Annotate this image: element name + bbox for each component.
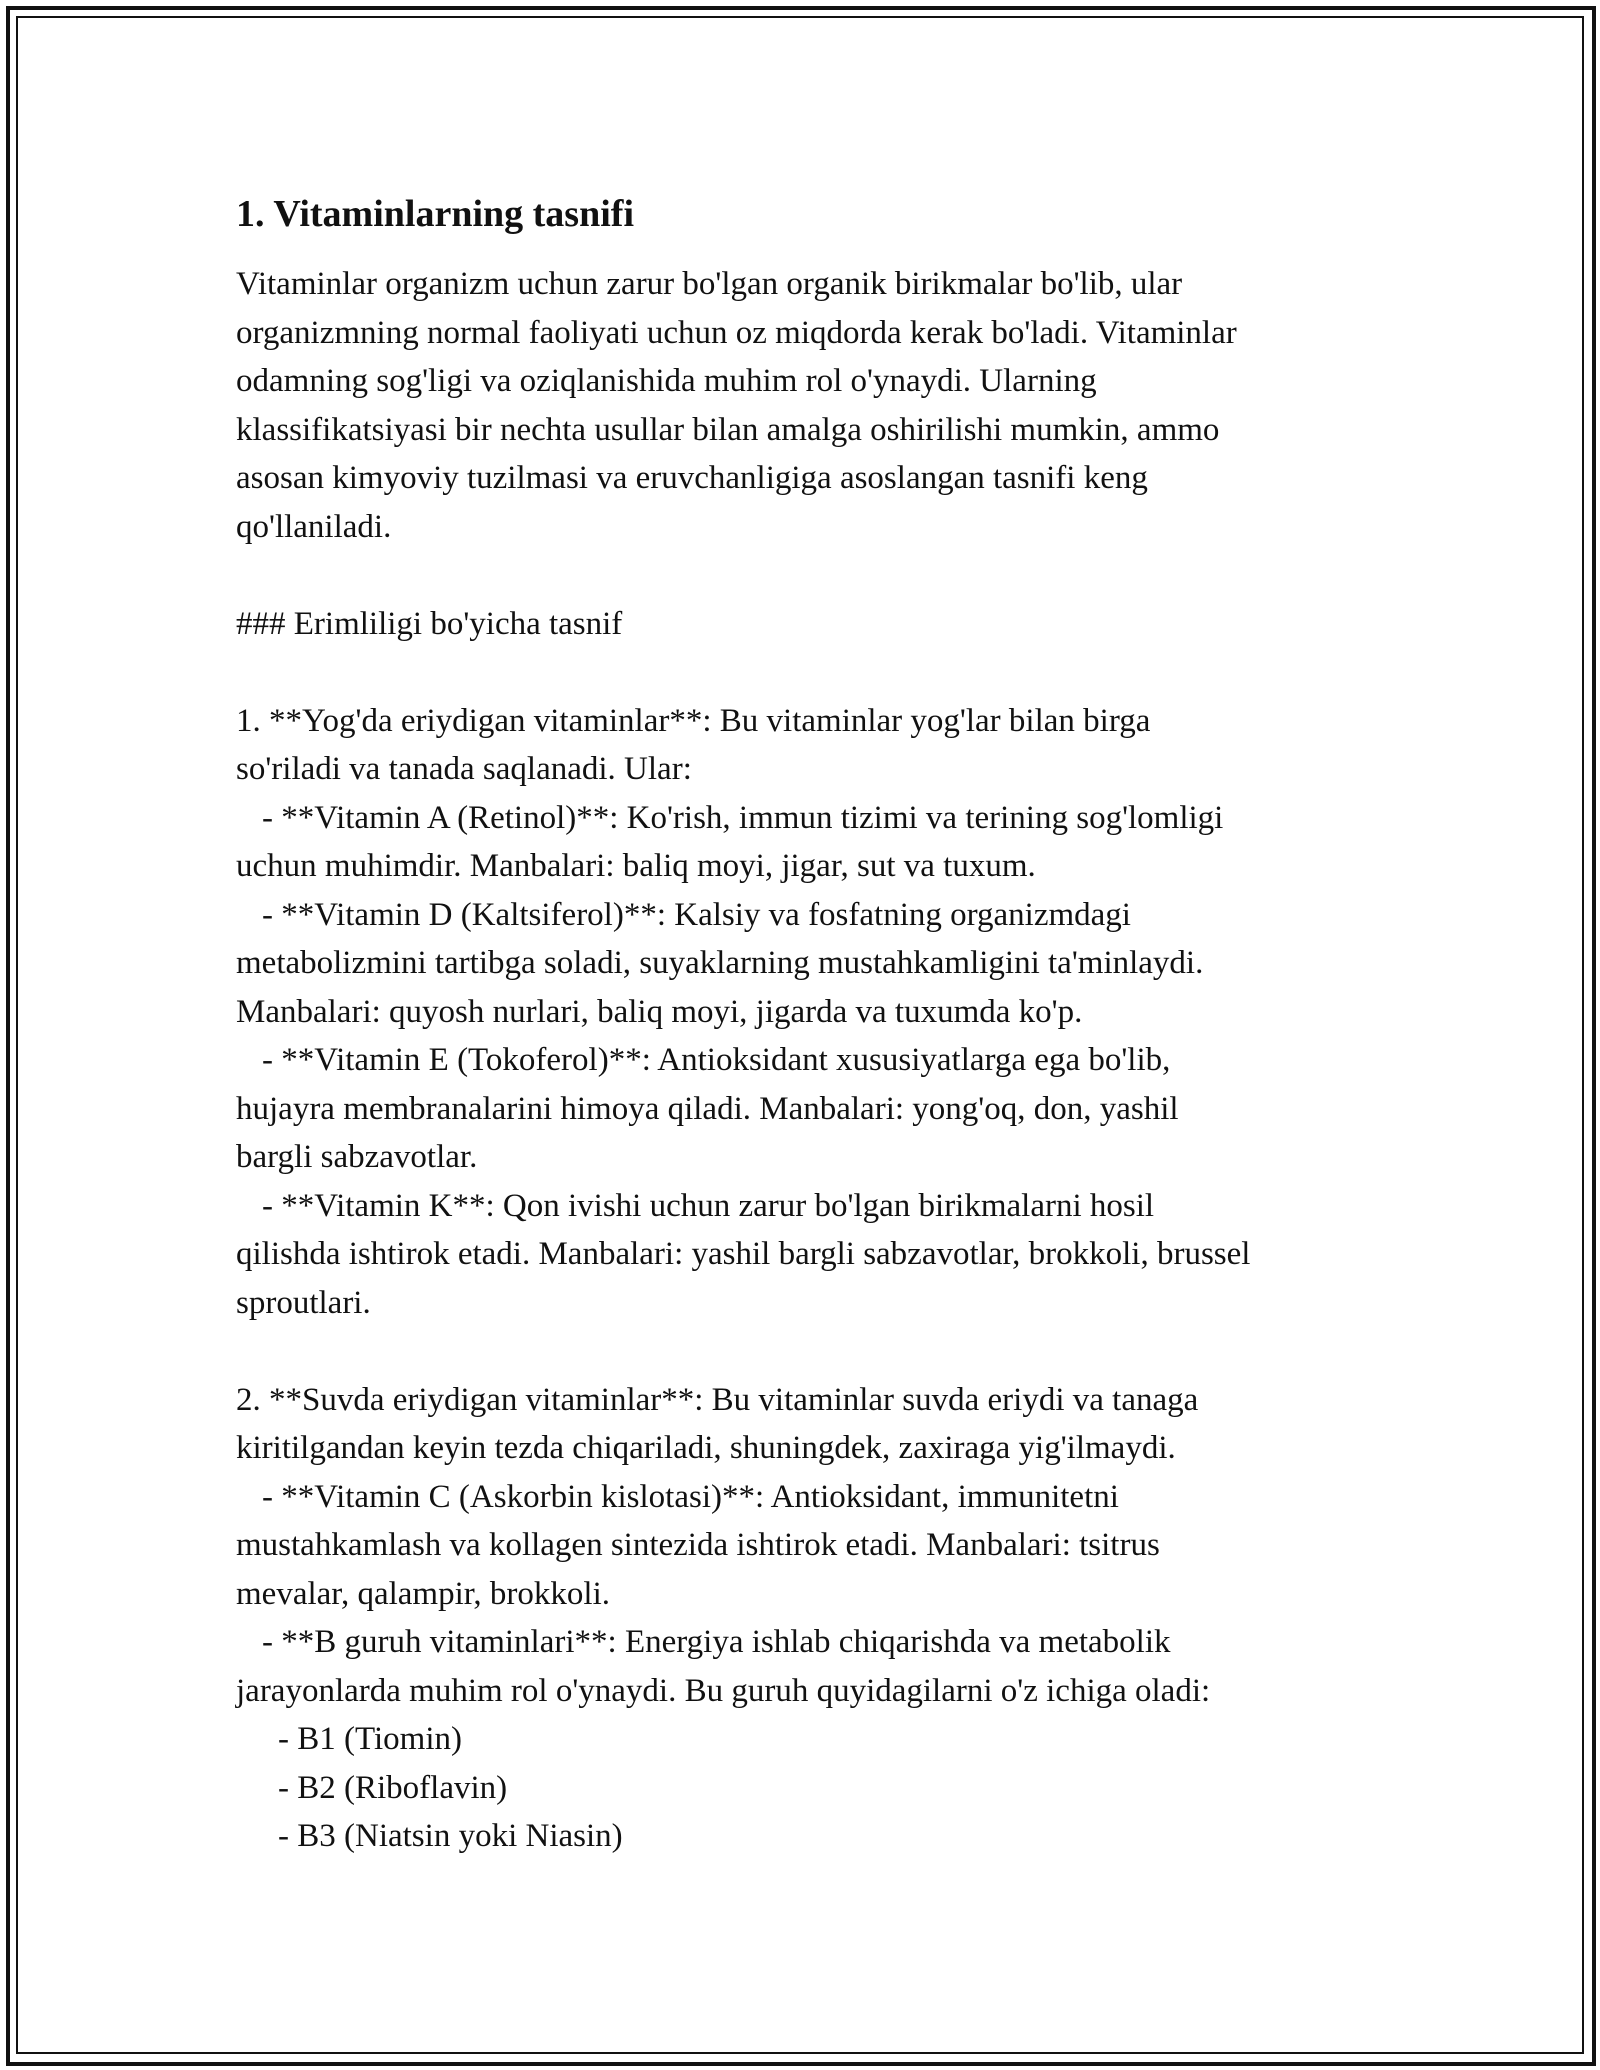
vitamin-c-item: - **Vitamin C (Askorbin kislotasi)**: Antioksidant, immunitetni: [262, 1478, 1119, 1515]
intro-line: qo'llaniladi.: [236, 508, 392, 545]
vitamin-d-item: - **Vitamin D (Kaltsiferol)**: Kalsiy va fosfatning organizmdagi: [262, 896, 1131, 933]
list-item-text: so'riladi va tanada saqlanadi. Ular:: [236, 751, 692, 787]
section-subheading: ### Erimliligi bo'yicha tasnif: [236, 605, 623, 642]
spacer: [236, 648, 1376, 697]
list-item-text: kiritilgandan keyin tezda chiqariladi, shuningdek, zaxiraga yig'ilmaydi.: [236, 1430, 1176, 1466]
vitamin-d-text: metabolizmini tartibga soladi, suyaklarning mustahkamligini ta'minlaydi.: [236, 945, 1204, 981]
list-item-heading: 1. **Yog'da eriydigan vitaminlar**: Bu vitaminlar yog'lar bilan birga: [236, 702, 1151, 739]
intro-line: klassifikatsiyasi bir nechta usullar bilan amalga oshirilishi mumkin, ammo: [236, 411, 1220, 448]
page-title: 1. Vitaminlarning tasnifi: [236, 193, 634, 235]
vitamin-e-item: - **Vitamin E (Tokoferol)**: Antioksidant xususiyatlarga ega bo'lib,: [262, 1042, 1171, 1078]
list-item-heading: 2. **Suvda eriydigan vitaminlar**: Bu vitaminlar suvda eriydi va tanaga: [236, 1381, 1199, 1418]
intro-paragraph: [236, 260, 1376, 551]
b1-item: - B1 (Tiomin): [278, 1721, 462, 1757]
vitamin-c-text: mustahkamlash va kollagen sintezida ishtirok etadi. Manbalari: tsitrus: [236, 1527, 1160, 1563]
vitamin-e-text: bargli sabzavotlar.: [236, 1139, 478, 1175]
b-group-item: - **B guruh vitaminlari**: Energiya ishlab chiqarishda va metabolik: [262, 1624, 1171, 1660]
spacer: [236, 551, 1376, 600]
spacer: [236, 1327, 1376, 1376]
vitamin-k-item: - **Vitamin K**: Qon ivishi uchun zarur bo'lgan birikmalarni hosil: [262, 1187, 1155, 1224]
document-body: [236, 186, 1376, 1861]
vitamin-k-text: qilishda ishtirok etadi. Manbalari: yashil bargli sabzavotlar, brokkoli, brussel: [236, 1236, 1251, 1272]
water-soluble-section: [236, 1376, 1376, 1861]
vitamin-e-text: hujayra membranalarini himoya qiladi. Manbalari: yong'oq, don, yashil: [236, 1090, 1179, 1127]
intro-line: Vitaminlar organizm uchun zarur bo'lgan organik birikmalar bo'lib, ular: [236, 266, 1183, 302]
intro-line: odamning sog'ligi va oziqlanishida muhim rol o'ynaydi. Ularning: [236, 363, 1097, 399]
intro-line: organizmning normal faoliyati uchun oz miqdorda kerak bo'ladi. Vitaminlar: [236, 314, 1237, 351]
vitamin-a-item: - **Vitamin A (Retinol)**: Ko'rish, immun tizimi va terining sog'lomligi: [262, 799, 1224, 836]
b3-item: - B3 (Niatsin yoki Niasin): [278, 1818, 623, 1854]
b2-item: - B2 (Riboflavin): [278, 1769, 508, 1806]
vitamin-c-text: mevalar, qalampir, brokkoli.: [236, 1575, 610, 1612]
b-group-text: jarayonlarda muhim rol o'ynaydi. Bu guruh quyidagilarni o'z ichiga oladi:: [236, 1672, 1211, 1709]
vitamin-a-text: uchun muhimdir. Manbalari: baliq moyi, jigar, sut va tuxum.: [236, 848, 1036, 884]
vitamin-d-text: Manbalari: quyosh nurlari, baliq moyi, jigarda va tuxumda ko'p.: [236, 993, 1083, 1030]
intro-line: asosan kimyoviy tuzilmasi va eruvchanligiga asoslangan tasnifi keng: [236, 460, 1148, 496]
vitamin-k-text: sproutlari.: [236, 1284, 371, 1321]
fat-soluble-section: [236, 697, 1376, 1328]
